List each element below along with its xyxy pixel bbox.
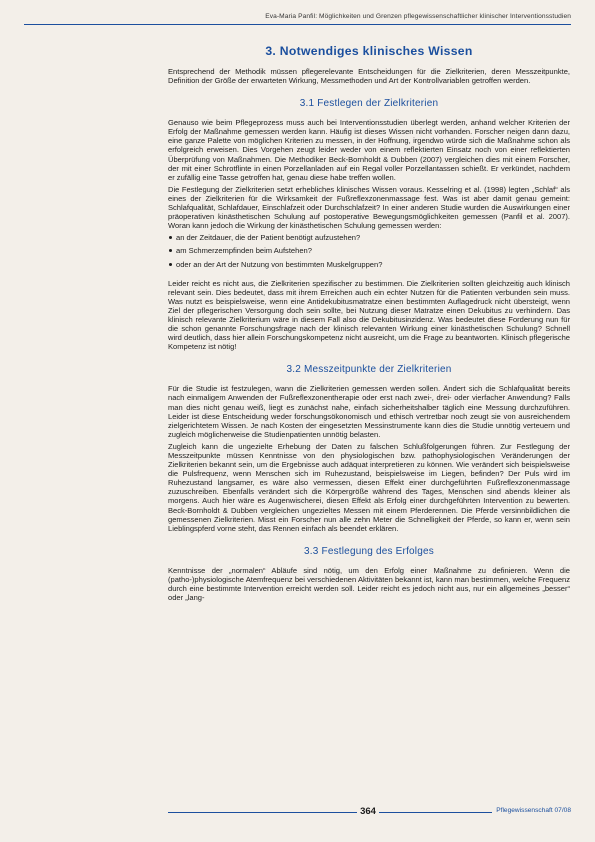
paragraph: Leider reicht es nicht aus, die Zielkriterien spezifischer zu bestimmen. Die Zielkriterien sollten gleichzeitig auch klinisch relevant sein. Dies bedeutet, dass mit ihrem Erreichen auch ein echter Nutzen für die Patienten verbunden sein muss. Was nutzt es beispielsweise, wenn eine Antidekubitusmatratze einen bestimmten Auflagedruck nicht übersteigt, wenn Ziel der pflegerischen Versorgung doch sein sollte, bei Nutzung dieser Matratze einen Dekubitus zu verhindern. Das klinisch relevante Zielkriterium wäre in diesem Fall also die Dekubitusinzidenz. Was bedeutet diese Forderung nun für die schon genannte Forschungsfrage nach der klinisch relevanten Wirkung einer kinästhetischen Schulung? Schnell wird deutlich, dass hier allein Forschungskompetenz nicht ausreicht, um die Frage zu beantworten. Klinisch pflegerische Kompetenz ist nötig! — [168, 278, 570, 352]
chapter-intro: Entsprechend der Methodik müssen pflegerelevante Entscheidungen für die Zielkriterien, deren Messzeitpunkte, Definition der Größe der erwarteten Wirkung, Messmethoden und Art der Kontrollvariablen getroffen werden. — [168, 67, 570, 86]
section-title-3-1: 3.1 Festlegen der Zielkriterien — [299, 98, 439, 110]
main-content — [168, 44, 570, 605]
paragraph: Genauso wie beim Pflegeprozess muss auch bei Interventionsstudien überlegt werden, anhand welcher Kriterien der Erfolg der Maßnahme gemessen werden kann. Häufig ist dieses Wissen nicht vorhanden. Forscher neigen dann dazu, eine ganze Palette von möglichen Kriterien zu messen, in der Hoffnung, irgendwo würde sich die Maßnahme schon als erfolgreich erweisen. Dies Vorgehen zeugt leider weder von einem reflektierten Einsatz noch von einer reflektierten Überprüfung von Maßnahmen. Die Methodiker Beck-Bornholdt & Dubben (2007) vergleichen dies mit einem Forscher, der mit einer Schrotflinte in einen Porzellanladen auf ein Regal voller Porzellantassen schießt. Er verkündet, nachdem er zufällig eine Tasse getroffen hat, genau diese habe treffen wollen. — [168, 118, 570, 182]
paragraph: Für die Studie ist festzulegen, wann die Zielkriterien gemessen werden sollen. Ändert sich die Schlafqualität bereits nach einmaligem Anwenden der Fußreflexzonentherapie oder erst nach zwei-, drei- oder vierfacher Anwendung? Falls man dies nicht genau weiß, liegt es zunächst nahe, einfach sicherheitshalber täglich eine Messung durchzuführen. Leider ist diese Entscheidung weder forschungsökonomisch und ethisch vertretbar noch zeugt sie von ausreichendem zielgerichtetem Wissen. Je nach Kosten der eingesetzten Messinstrumente kann dies die Studie unnötig verteuern und zugleich möglicherweise die Studienpatienten unnötig belasten. — [168, 384, 570, 439]
section-title-3-3: 3.3 Festlegung des Erfolges — [304, 545, 434, 557]
list-item: am Schmerzempfinden beim Aufstehen? — [168, 246, 570, 255]
list-item: an der Zeitdauer, die der Patient benötigt aufzustehen? — [168, 233, 570, 242]
header-rule — [24, 24, 571, 25]
paragraph: Zugleich kann die ungezielte Erhebung der Daten zu falschen Schlußfolgerungen führen. Zur Festlegung der Messzeitpunkte müssen Kenntnisse von den physiologischen bzw. pathophysiologischen Veränderungen der Zielkriterien bekannt sein, um die Ergebnisse auch adäquat interpretieren zu können. Wie verändert sich beispielsweise die Pulsfrequenz, wenn Menschen sich im Ruhezustand, beispielsweise im Liegen, befinden? Der Puls wird im Ruhezustand langsamer, es wäre also vermessen, diesen Effekt einer durchgeführten Fußreflexzonenmassage zuzuschreiben. Ebenfalls verändert sich die Körpergröße während des Tages, Menschen sind abends kleiner als morgens. Auch hier wäre es Augenwischerei, diesen Effekt als Erfolg einer durchgeführten Intervention zu bewerten. Beck-Bornholdt & Dubben vergleichen ungezieltes Messen mit einem Pferderennen. Die Pferde versinnbildlichen die gemessenen Zielkriterien. Misst ein Forscher nun alle zehn Meter die Schnelligkeit der Pferde, so kann er, wenn sein Lieblingspferd vorne steht, das Rennen einfach als beendet erklären. — [168, 441, 570, 533]
list-item: oder an der Art der Nutzung von bestimmten Muskelgruppen? — [168, 260, 570, 269]
section-title-3-2: 3.2 Messzeitpunkte der Zielkriterien — [286, 364, 452, 376]
paragraph: Die Festlegung der Zielkriterien setzt erhebliches klinisches Wissen voraus. Kesselring et al. (1998) legten „Schlaf“ als eines der Zielkriterien für die Wirksamkeit der Fußreflexzonenmassage fest. Was ist aber damit genau gemeint: Schlafqualität, Schlafdauer, Einschlafzeit oder Durchschlafzeit? In einer anderen Studie wurden die Auswirkungen einer präoperativen kinästhetischen Schulung auf postoperative Bewegungsmöglichkeiten gemessen (Panfil et al. 2007). Woran kann jedoch die Wirkung der kinästhetischen Schulung gemessen werden: — [168, 184, 570, 231]
running-head: Eva-Maria Panfil: Möglichkeiten und Grenzen pflegewissenschaftlicher klinischer Interventionsstudien — [265, 13, 571, 20]
bullet-list — [168, 233, 570, 268]
paragraph: Kenntnisse der „normalen“ Abläufe sind nötig, um den Erfolg einer Maßnahme zu definieren. Wenn die (patho-)physiologische Atemfrequenz bei verschiedenen Aktivitäten bekannt ist, kann man bestimmen, welche Frequenz durch eine bestimmte Intervention erreicht werden soll. Leider reicht es jedoch nicht aus, nur ein allgemeines „besser“ oder „lang- — [168, 565, 570, 603]
page-number: 364 — [357, 806, 379, 817]
chapter-title: 3. Notwendiges klinisches Wissen — [265, 44, 473, 58]
journal-name: Pflegewissenschaft 07/08 — [492, 807, 571, 814]
